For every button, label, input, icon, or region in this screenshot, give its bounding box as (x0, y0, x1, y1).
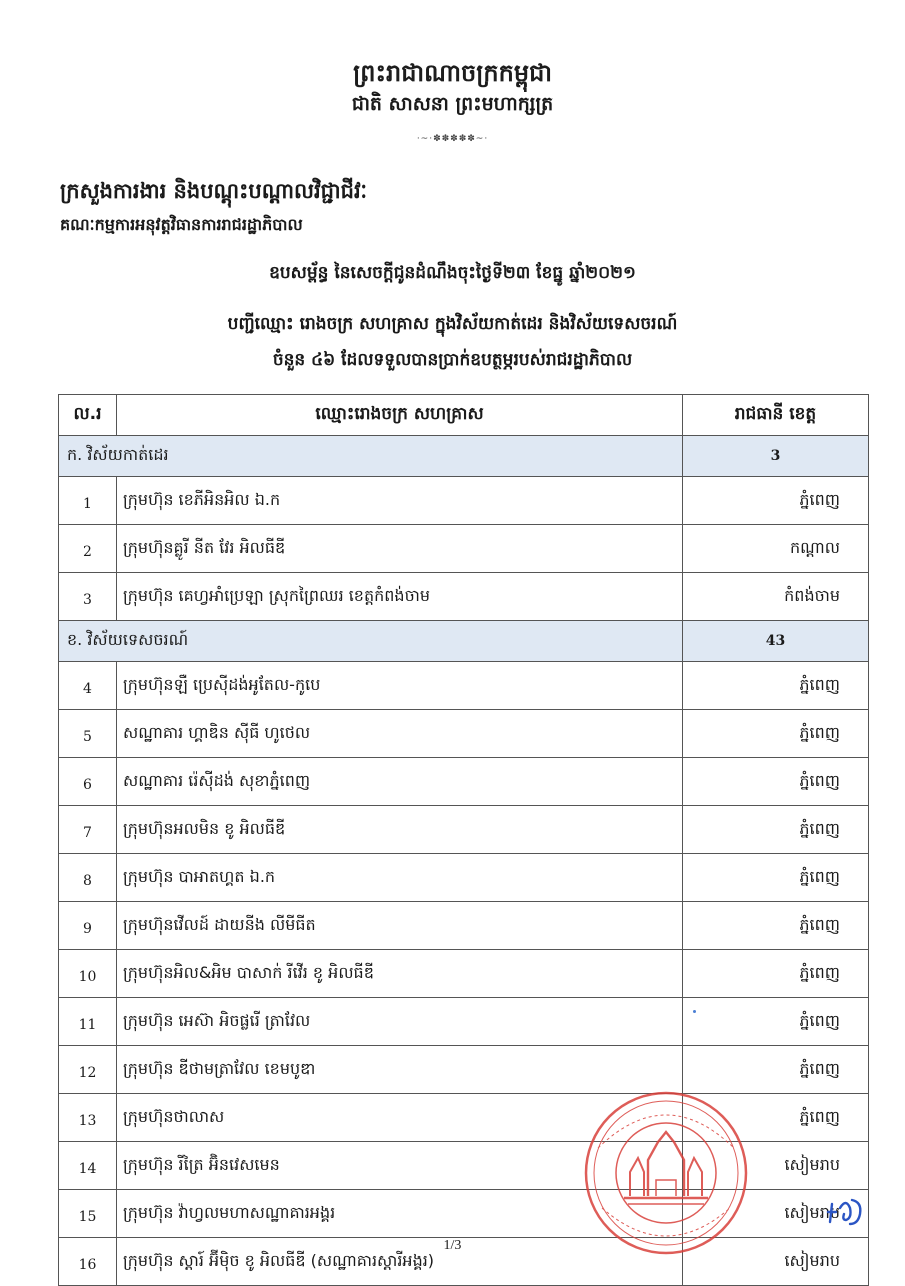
title-ornament: ·~·✽✽✽✽✽~· (416, 134, 489, 144)
table-row (59, 525, 869, 573)
header-no: ល.រ (59, 395, 117, 436)
official-seal-stamp (568, 1088, 764, 1258)
handwritten-initials (824, 1190, 866, 1230)
ink-dot (693, 1010, 696, 1013)
sector-label: ខ. វិស័យទេសចរណ៍ (59, 621, 683, 662)
province-name: កំពង់ចាម (683, 573, 869, 621)
province-name: ភ្នំពេញ (683, 1094, 869, 1142)
row-number: 5 (59, 710, 117, 758)
province-name: សៀមរាប (683, 1142, 869, 1190)
ministry-name: ក្រសួងការងារ និងបណ្ដុះបណ្ដាលវិជ្ជាជីវៈ (60, 179, 368, 203)
annex-title: ឧបសម្ព័ន្ធ នៃសេចក្ដីជូនដំណឹងចុះថ្ងៃទី២៣ ខែធ្នូ ឆ្នាំ២០២១ (269, 263, 636, 283)
row-number: 11 (59, 998, 117, 1046)
enterprise-name: សណ្ឋាគារ ហ្គាឌិន ស៊ីធី ហូថេល (117, 710, 683, 758)
table-header-row (59, 395, 869, 436)
province-name: ភ្នំពេញ (683, 998, 869, 1046)
enterprise-name: ក្រុមហ៊ុន រីត្រៃ អ៊ិនវេសមេន (117, 1142, 683, 1190)
province-name: ភ្នំពេញ (683, 950, 869, 998)
table-row (59, 662, 869, 710)
province-name: សៀមរាប (683, 1190, 869, 1238)
province-name: សៀមរាប (683, 1238, 869, 1286)
page-number: 1/3 (443, 1238, 462, 1253)
row-number: 6 (59, 758, 117, 806)
list-subtitle: ចំនួន ៤៦ ដែលទទួលបានប្រាក់ឧបត្ថម្ភរបស់រាជរដ្ឋាភិបាល (272, 350, 633, 370)
province-name: ភ្នំពេញ (683, 662, 869, 710)
enterprise-name: ក្រុមហ៊ុនអលមិន ខូ អិលធីឌី (117, 806, 683, 854)
sector-row-garment (59, 436, 869, 477)
row-number: 16 (59, 1238, 117, 1286)
province-name: ភ្នំពេញ (683, 806, 869, 854)
enterprise-name: ក្រុមហ៊ុន ខេភីអិនអិល ឯ.ក (117, 477, 683, 525)
table-row (59, 758, 869, 806)
table-row (59, 573, 869, 621)
enterprise-name: ក្រុមហ៊ុនថាលាស (117, 1094, 683, 1142)
list-title: បញ្ជីឈ្មោះ រោងចក្រ សហគ្រាស ក្នុងវិស័យកាត់ដេរ និងវិស័យទេសចរណ៍ (227, 314, 678, 334)
enterprise-name: ក្រុមហ៊ុន គេហ្វអាំប្រេឡា ស្រុកព្រៃឈរ ខេត្តកំពង់ចាម (117, 573, 683, 621)
sector-row-tourism (59, 621, 869, 662)
table-row (59, 902, 869, 950)
enterprise-name: សណ្ឋាគារ រ៉េស៊ីដង់ សុខាភ្នំពេញ (117, 758, 683, 806)
enterprise-name: ក្រុមហ៊ុនវើលដ៍ ដាយនីង លីមីធីត (117, 902, 683, 950)
province-name: កណ្ដាល (683, 525, 869, 573)
row-number: 4 (59, 662, 117, 710)
row-number: 14 (59, 1142, 117, 1190)
table-row (59, 477, 869, 525)
header-province: រាជធានី ខេត្ត (683, 395, 869, 436)
row-number: 1 (59, 477, 117, 525)
row-number: 7 (59, 806, 117, 854)
sector-count: 3 (683, 436, 869, 477)
province-name: ភ្នំពេញ (683, 854, 869, 902)
enterprise-name: ក្រុមហ៊ុនអិល&អិម បាសាក់ រីវើរ ខូ អិលធីឌី (117, 950, 683, 998)
table-row (59, 1046, 869, 1094)
province-name: ភ្នំពេញ (683, 710, 869, 758)
row-number: 13 (59, 1094, 117, 1142)
row-number: 10 (59, 950, 117, 998)
table-row (59, 806, 869, 854)
enterprise-name: ក្រុមហ៊ុន វ៉ាហ្វលមហាសណ្ឋាគារអង្គរ (117, 1190, 683, 1238)
sector-label: ក. វិស័យកាត់ដេរ (59, 436, 683, 477)
table-row (59, 998, 869, 1046)
row-number: 2 (59, 525, 117, 573)
enterprise-name: ក្រុមហ៊ុន អេស៊ា អិចផ្លរើ ត្រាវែល (117, 998, 683, 1046)
national-motto: ជាតិ សាសនា ព្រះមហាក្សត្រ (351, 93, 554, 115)
row-number: 8 (59, 854, 117, 902)
enterprise-name: ក្រុមហ៊ុនឡឺ ប្រេស៊ីដង់អូតែល-កូបេ (117, 662, 683, 710)
committee-name: គណៈកម្មការអនុវត្តវិធានការរាជរដ្ឋាភិបាល (60, 215, 303, 234)
kingdom-heading: ព្រះរាជាណាចក្រកម្ពុជា (353, 59, 552, 87)
enterprise-name: ក្រុមហ៊ុន ស្ដារ៍ អ៊ីម៉ិច ខូ អិលធីឌី (សណ្ឋាគារស្ដារីអង្គរ) (117, 1238, 683, 1286)
row-number: 15 (59, 1190, 117, 1238)
row-number: 9 (59, 902, 117, 950)
sector-count: 43 (683, 621, 869, 662)
table-row (59, 854, 869, 902)
table-row (59, 710, 869, 758)
province-name: ភ្នំពេញ (683, 758, 869, 806)
enterprise-name: ក្រុមហ៊ុនគ្លូរី នីត វែរ អិលធីឌី (117, 525, 683, 573)
enterprise-name: ក្រុមហ៊ុន ឌីថាមត្រាវែល ខេមបូឌា (117, 1046, 683, 1094)
header-name: ឈ្មោះរោងចក្រ សហគ្រាស (117, 395, 683, 436)
province-name: ភ្នំពេញ (683, 1046, 869, 1094)
province-name: ភ្នំពេញ (683, 902, 869, 950)
row-number: 3 (59, 573, 117, 621)
enterprise-name: ក្រុមហ៊ុន បាអាតហ្គត ឯ.ក (117, 854, 683, 902)
province-name: ភ្នំពេញ (683, 477, 869, 525)
row-number: 12 (59, 1046, 117, 1094)
table-row (59, 950, 869, 998)
